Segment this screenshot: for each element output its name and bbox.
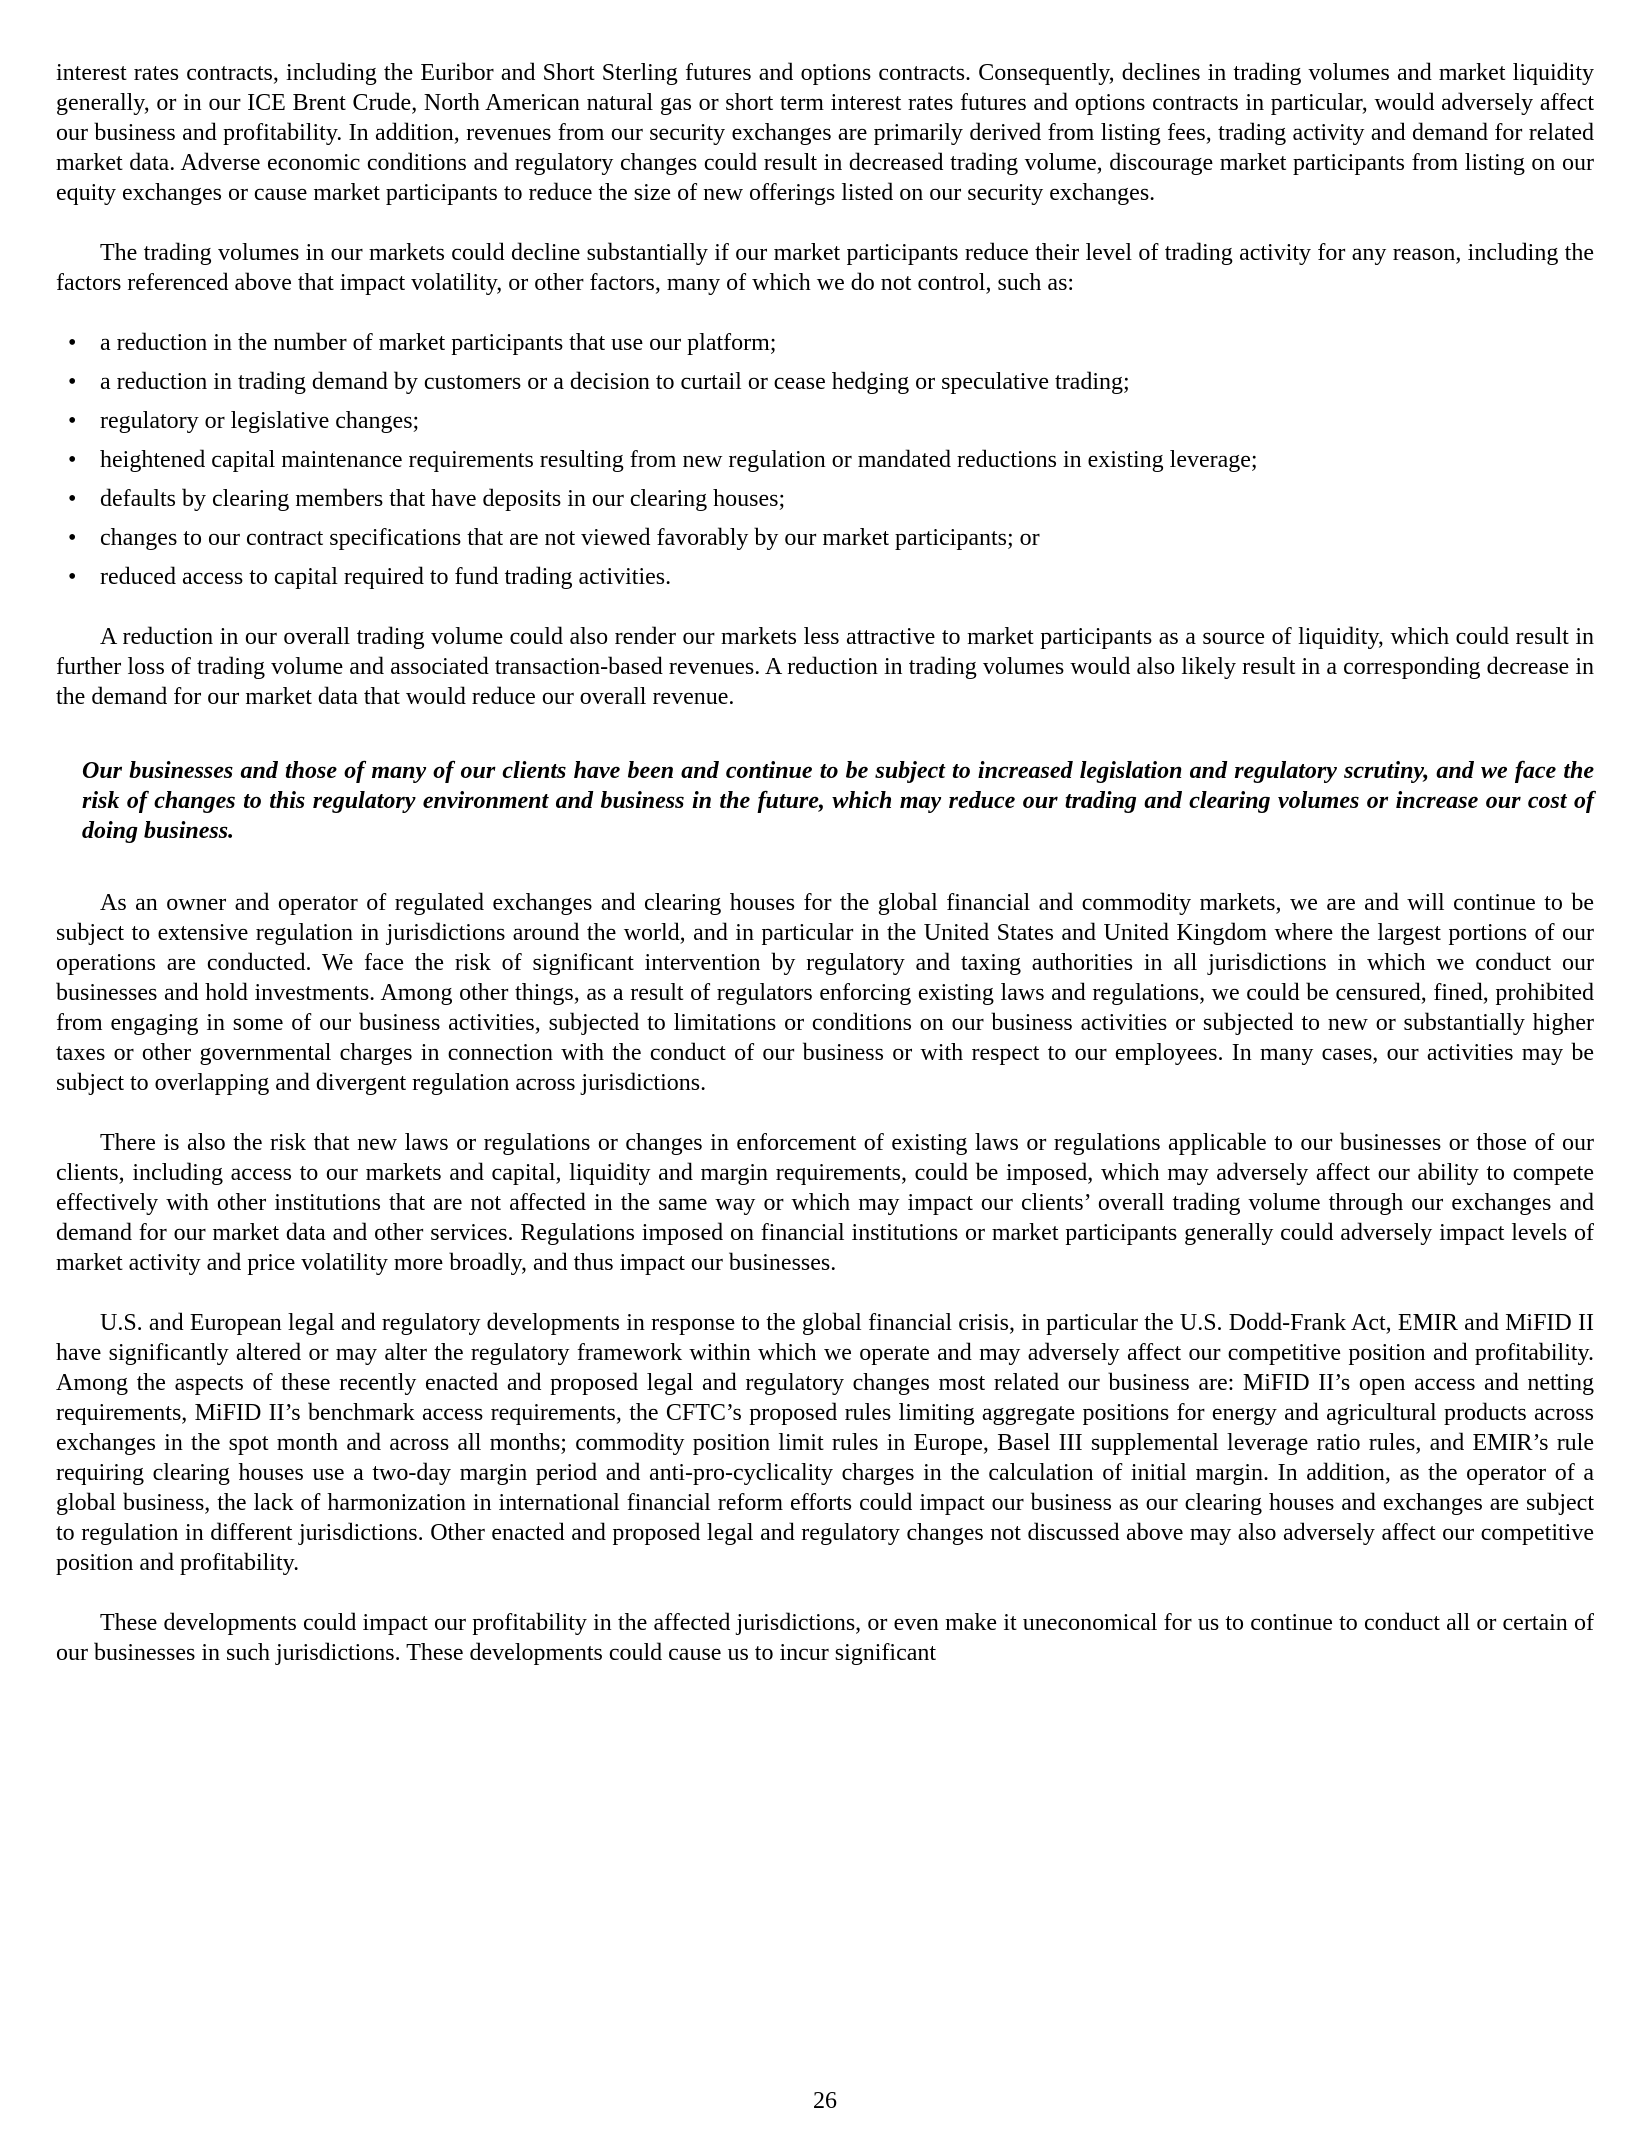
bullet-item: [56, 562, 1594, 592]
risk-factor-heading: Our businesses and those of many of our clients have been and continue to be subject to increased legislation and regulatory scrutiny, and we face the risk of changes to this regulatory environment and business in the future, which may reduce our trading and clearing volumes or increase our cost of doing business.: [82, 758, 1594, 844]
bullet-text: changes to our contract specifications that are not viewed favorably by our market participants; or: [100, 525, 1040, 551]
bullet-text: heightened capital maintenance requirements resulting from new regulation or mandated reductions in existing leverage;: [100, 447, 1258, 473]
body-paragraph-4: As an owner and operator of regulated exchanges and clearing houses for the global financial and commodity markets, we are and will continue to be subject to extensive regulation in jurisdictions around the world, and in particular in the United States and United Kingdom where the largest portions of our operations are conducted. We face the risk of significant intervention by regulatory and taxing authorities in all jurisdictions in which we conduct our businesses and hold investments. Among other things, as a result of regulators enforcing existing laws and regulations, we could be censured, fined, prohibited from engaging in some of our business activities, subjected to limitations or conditions on our business activities or subjected to new or substantially higher taxes or other governmental charges in connection with the conduct of our business or with respect to our employees. In many cases, our activities may be subject to overlapping and divergent regulation across jurisdictions.: [56, 890, 1594, 1096]
bullet-icon: •: [68, 408, 77, 434]
body-paragraph-2: The trading volumes in our markets could decline substantially if our market participants reduce their level of trading activity for any reason, including the factors referenced above that impact volatility, or other factors, many of which we do not control, such as:: [56, 240, 1594, 296]
body-paragraph-5: There is also the risk that new laws or regulations or changes in enforcement of existing laws or regulations applicable to our businesses or those of our clients, including access to our markets and capital, liquidity and margin requirements, could be imposed, which may adversely affect our ability to compete effectively with other institutions that are not affected in the same way or which may impact our clients’ overall trading volume through our exchanges and demand for our market data and other services. Regulations imposed on financial institutions or market participants generally could adversely impact levels of market activity and price volatility more broadly, and thus impact our businesses.: [56, 1130, 1594, 1276]
body-paragraph-3: A reduction in our overall trading volume could also render our markets less attractive to market participants as a source of liquidity, which could result in further loss of trading volume and associated transaction-based revenues. A reduction in trading volumes would also likely result in a corresponding decrease in the demand for our market data that would reduce our overall revenue.: [56, 624, 1594, 710]
bullet-icon: •: [68, 447, 77, 473]
body-paragraph-7: These developments could impact our profitability in the affected jurisdictions, or even make it uneconomical for us to continue to conduct all or certain of our businesses in such jurisdictions. These developments could cause us to incur significant: [56, 1610, 1594, 1666]
bullet-text: a reduction in trading demand by customers or a decision to curtail or cease hedging or speculative trading;: [100, 369, 1130, 395]
bullet-item: [56, 484, 1594, 514]
bullet-item: [56, 406, 1594, 436]
body-paragraph-6: U.S. and European legal and regulatory developments in response to the global financial crisis, in particular the U.S. Dodd-Frank Act, EMIR and MiFID II have significantly altered or may alter the regulatory framework within which we operate and may adversely affect our competitive position and profitability. Among the aspects of these recently enacted and proposed legal and regulatory changes most related our business are: MiFID II’s open access and netting requirements, MiFID II’s benchmark access requirements, the CFTC’s proposed rules limiting aggregate positions for energy and agricultural products across exchanges in the spot month and across all months; commodity position limit rules in Europe, Basel III supplemental leverage ratio rules, and EMIR’s rule requiring clearing houses use a two-day margin period and anti-pro-cyclicality charges in the calculation of initial margin. In addition, as the operator of a global business, the lack of harmonization in international financial reform efforts could impact our business as our clearing houses and exchanges are subject to regulation in different jurisdictions. Other enacted and proposed legal and regulatory changes not discussed above may also adversely affect our competitive position and profitability.: [56, 1310, 1594, 1576]
bullet-icon: •: [68, 564, 77, 590]
bullet-text: a reduction in the number of market participants that use our platform;: [100, 330, 777, 356]
bullet-item: [56, 367, 1594, 397]
bullet-item: [56, 445, 1594, 475]
bullet-text: defaults by clearing members that have deposits in our clearing houses;: [100, 486, 786, 512]
bullet-list: [56, 328, 1594, 592]
bullet-icon: •: [68, 330, 77, 356]
bullet-icon: •: [68, 525, 77, 551]
bullet-text: regulatory or legislative changes;: [100, 408, 420, 434]
bullet-icon: •: [68, 486, 77, 512]
bullet-item: [56, 328, 1594, 358]
bullet-text: reduced access to capital required to fund trading activities.: [100, 564, 672, 590]
bullet-item: [56, 523, 1594, 553]
page-number: 26: [813, 2088, 837, 2114]
bullet-icon: •: [68, 369, 77, 395]
body-paragraph-1: interest rates contracts, including the Euribor and Short Sterling futures and options contracts. Consequently, declines in trading volumes and market liquidity generally, or in our ICE Brent Crude, North American natural gas or short term interest rates futures and options contracts in particular, would adversely affect our business and profitability. In addition, revenues from our security exchanges are primarily derived from listing fees, trading activity and demand for related market data. Adverse economic conditions and regulatory changes could result in decreased trading volume, discourage market participants from listing on our equity exchanges or cause market participants to reduce the size of new offerings listed on our security exchanges.: [56, 60, 1594, 206]
